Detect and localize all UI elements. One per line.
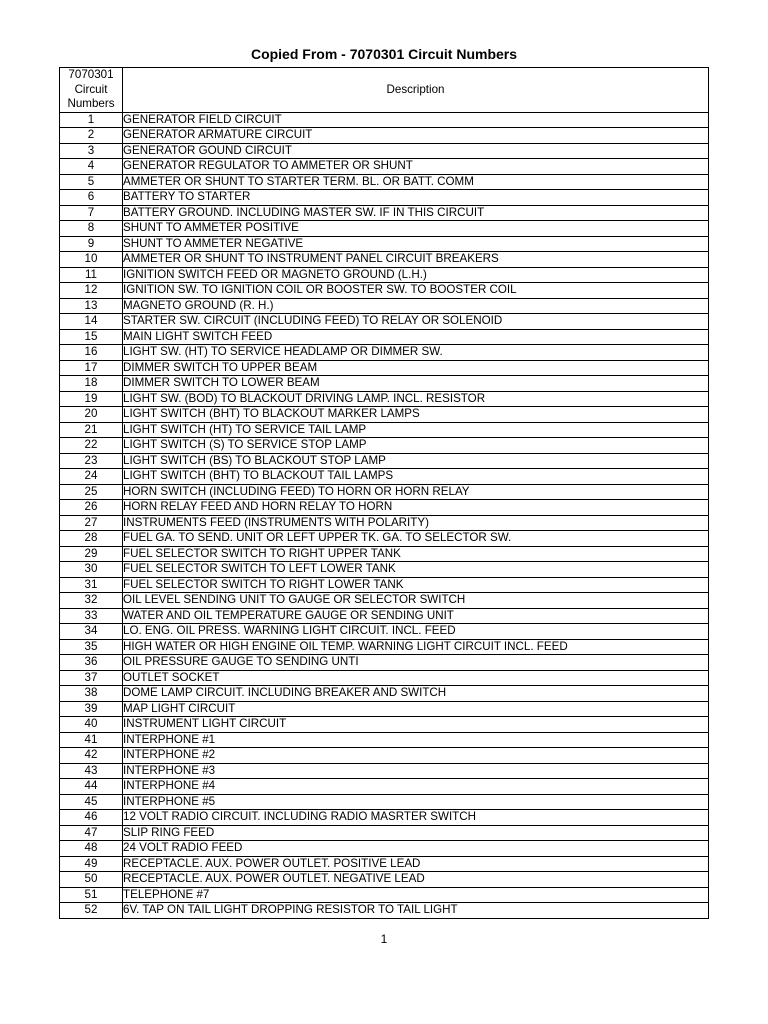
table-row (60, 112, 709, 128)
table-row (60, 128, 709, 144)
circuit-number-cell: 33 (60, 608, 123, 624)
circuit-description-cell: AMMETER OR SHUNT TO STARTER TERM. BL. OR BATT. COMM (123, 174, 709, 190)
table-row (60, 205, 709, 221)
circuit-number-cell: 39 (60, 701, 123, 717)
circuit-number-cell: 37 (60, 670, 123, 686)
header-line: Numbers (67, 97, 115, 110)
circuit-description-cell: SHUNT TO AMMETER NEGATIVE (123, 236, 709, 252)
circuit-description-cell: 12 VOLT RADIO CIRCUIT. INCLUDING RADIO MASRTER SWITCH (123, 810, 709, 826)
description-header: Description (123, 68, 709, 113)
circuit-number-cell: 20 (60, 407, 123, 423)
circuit-description-cell: INSTRUMENT LIGHT CIRCUIT (123, 717, 709, 733)
table-row (60, 515, 709, 531)
circuit-description-cell: LIGHT SWITCH (BHT) TO BLACKOUT TAIL LAMPS (123, 469, 709, 485)
circuit-description-cell: LIGHT SWITCH (BHT) TO BLACKOUT MARKER LAMPS (123, 407, 709, 423)
circuit-number-cell: 34 (60, 624, 123, 640)
table-row (60, 391, 709, 407)
circuit-description-cell: HORN SWITCH (INCLUDING FEED) TO HORN OR HORN RELAY (123, 484, 709, 500)
table-row (60, 701, 709, 717)
table-row (60, 283, 709, 299)
circuit-number-cell: 40 (60, 717, 123, 733)
circuit-description-cell: HORN RELAY FEED AND HORN RELAY TO HORN (123, 500, 709, 516)
circuit-number-cell: 13 (60, 298, 123, 314)
table-row (60, 422, 709, 438)
circuit-description-cell: BATTERY TO STARTER (123, 190, 709, 206)
circuit-description-cell: OIL LEVEL SENDING UNIT TO GAUGE OR SELECTOR SWITCH (123, 593, 709, 609)
circuit-description-cell: FUEL SELECTOR SWITCH TO LEFT LOWER TANK (123, 562, 709, 578)
circuit-description-cell: INTERPHONE #1 (123, 732, 709, 748)
header-line: Circuit (74, 82, 108, 96)
circuit-number-cell: 42 (60, 748, 123, 764)
table-row (60, 500, 709, 516)
circuit-number-cell: 38 (60, 686, 123, 702)
circuit-number-cell: 52 (60, 903, 123, 919)
table-row (60, 438, 709, 454)
table-row (60, 577, 709, 593)
circuit-number-cell: 46 (60, 810, 123, 826)
table-row (60, 624, 709, 640)
table-row (60, 639, 709, 655)
circuit-description-cell: FUEL SELECTOR SWITCH TO RIGHT UPPER TANK (123, 546, 709, 562)
table-row (60, 655, 709, 671)
circuit-description-cell: 24 VOLT RADIO FEED (123, 841, 709, 857)
circuit-number-cell: 28 (60, 531, 123, 547)
circuit-number-cell: 24 (60, 469, 123, 485)
circuit-number-cell: 29 (60, 546, 123, 562)
circuit-number-cell: 16 (60, 345, 123, 361)
table-row (60, 825, 709, 841)
circuit-number-cell: 49 (60, 856, 123, 872)
circuit-number-cell: 18 (60, 376, 123, 392)
table-row (60, 236, 709, 252)
circuit-number-cell: 51 (60, 887, 123, 903)
circuit-number-cell: 41 (60, 732, 123, 748)
circuit-description-cell: MAGNETO GROUND (R. H.) (123, 298, 709, 314)
circuit-number-cell: 2 (60, 128, 123, 144)
table-row (60, 856, 709, 872)
table-row (60, 732, 709, 748)
circuit-description-cell: HIGH WATER OR HIGH ENGINE OIL TEMP. WARNING LIGHT CIRCUIT INCL. FEED (123, 639, 709, 655)
table-row (60, 143, 709, 159)
table-row (60, 593, 709, 609)
circuit-description-cell: INTERPHONE #2 (123, 748, 709, 764)
circuit-number-cell: 23 (60, 453, 123, 469)
circuit-number-cell: 45 (60, 794, 123, 810)
circuit-number-cell: 17 (60, 360, 123, 376)
circuit-description-cell: MAIN LIGHT SWITCH FEED (123, 329, 709, 345)
circuit-description-cell: OUTLET SOCKET (123, 670, 709, 686)
page-number: 1 (380, 932, 388, 946)
table-row (60, 298, 709, 314)
circuit-description-cell: DOME LAMP CIRCUIT. INCLUDING BREAKER AND SWITCH (123, 686, 709, 702)
table-row (60, 748, 709, 764)
circuit-number-cell: 48 (60, 841, 123, 857)
table-row (60, 174, 709, 190)
table-row (60, 267, 709, 283)
circuit-number-cell: 22 (60, 438, 123, 454)
circuit-description-cell: FUEL GA. TO SEND. UNIT OR LEFT UPPER TK. GA. TO SELECTOR SW. (123, 531, 709, 547)
circuit-number-cell: 4 (60, 159, 123, 175)
circuit-description-cell: INTERPHONE #4 (123, 779, 709, 795)
circuit-description-cell: INTERPHONE #5 (123, 794, 709, 810)
circuit-description-cell: LIGHT SW. (HT) TO SERVICE HEADLAMP OR DIMMER SW. (123, 345, 709, 361)
circuit-description-cell: LIGHT SWITCH (BS) TO BLACKOUT STOP LAMP (123, 453, 709, 469)
circuit-description-cell: GENERATOR REGULATOR TO AMMETER OR SHUNT (123, 159, 709, 175)
circuit-number-cell: 12 (60, 283, 123, 299)
circuit-number-cell: 44 (60, 779, 123, 795)
table-row (60, 686, 709, 702)
table-row (60, 779, 709, 795)
table-row (60, 717, 709, 733)
table-row (60, 252, 709, 268)
table-row (60, 608, 709, 624)
table-row (60, 546, 709, 562)
header-line: 7070301 (68, 68, 114, 81)
table-row (60, 329, 709, 345)
table-row (60, 159, 709, 175)
table-row (60, 670, 709, 686)
circuit-description-cell: GENERATOR GOUND CIRCUIT (123, 143, 709, 159)
circuit-description-cell: RECEPTACLE. AUX. POWER OUTLET. NEGATIVE LEAD (123, 872, 709, 888)
table-row (60, 453, 709, 469)
circuit-description-cell: LIGHT SW. (BOD) TO BLACKOUT DRIVING LAMP. INCL. RESISTOR (123, 391, 709, 407)
circuit-number-cell: 26 (60, 500, 123, 516)
page-title: Copied From - 7070301 Circuit Numbers (250, 46, 518, 62)
circuit-description-cell: SHUNT TO AMMETER POSITIVE (123, 221, 709, 237)
circuit-number-header (60, 68, 123, 113)
table-body (60, 112, 709, 918)
circuit-description-cell: LIGHT SWITCH (HT) TO SERVICE TAIL LAMP (123, 422, 709, 438)
table-row (60, 887, 709, 903)
circuit-description-cell: AMMETER OR SHUNT TO INSTRUMENT PANEL CIRCUIT BREAKERS (123, 252, 709, 268)
table-row (60, 763, 709, 779)
circuit-description-cell: LO. ENG. OIL PRESS. WARNING LIGHT CIRCUIT. INCL. FEED (123, 624, 709, 640)
circuit-number-cell: 7 (60, 205, 123, 221)
circuit-number-cell: 14 (60, 314, 123, 330)
circuit-number-cell: 1 (60, 112, 123, 128)
circuit-number-cell: 19 (60, 391, 123, 407)
table-row (60, 469, 709, 485)
circuit-description-cell: GENERATOR FIELD CIRCUIT (123, 112, 709, 128)
circuit-description-cell: DIMMER SWITCH TO UPPER BEAM (123, 360, 709, 376)
circuit-number-cell: 5 (60, 174, 123, 190)
circuit-description-cell: INSTRUMENTS FEED (INSTRUMENTS WITH POLARITY) (123, 515, 709, 531)
circuit-number-cell: 43 (60, 763, 123, 779)
table-row (60, 376, 709, 392)
table-row (60, 872, 709, 888)
circuit-description-cell: MAP LIGHT CIRCUIT (123, 701, 709, 717)
circuit-number-cell: 35 (60, 639, 123, 655)
table-row (60, 903, 709, 919)
circuit-description-cell: 6V. TAP ON TAIL LIGHT DROPPING RESISTOR TO TAIL LIGHT (123, 903, 709, 919)
circuit-description-cell: GENERATOR ARMATURE CIRCUIT (123, 128, 709, 144)
circuit-number-cell: 9 (60, 236, 123, 252)
circuit-number-cell: 3 (60, 143, 123, 159)
circuit-number-cell: 25 (60, 484, 123, 500)
table-row (60, 407, 709, 423)
table-row (60, 562, 709, 578)
table-row (60, 841, 709, 857)
circuit-description-cell: OIL PRESSURE GAUGE TO SENDING UNTI (123, 655, 709, 671)
circuit-description-cell: SLIP RING FEED (123, 825, 709, 841)
table-row (60, 531, 709, 547)
circuit-description-cell: FUEL SELECTOR SWITCH TO RIGHT LOWER TANK (123, 577, 709, 593)
circuit-description-cell: IGNITION SW. TO IGNITION COIL OR BOOSTER SW. TO BOOSTER COIL (123, 283, 709, 299)
circuit-number-cell: 47 (60, 825, 123, 841)
circuit-number-cell: 6 (60, 190, 123, 206)
table-row (60, 221, 709, 237)
table-row (60, 794, 709, 810)
circuit-number-cell: 10 (60, 252, 123, 268)
circuit-description-cell: IGNITION SWITCH FEED OR MAGNETO GROUND (L.H.) (123, 267, 709, 283)
circuit-number-cell: 32 (60, 593, 123, 609)
table-row (60, 345, 709, 361)
circuit-description-cell: INTERPHONE #3 (123, 763, 709, 779)
circuit-description-cell: WATER AND OIL TEMPERATURE GAUGE OR SENDING UNIT (123, 608, 709, 624)
table-header-row (60, 68, 709, 113)
circuit-description-cell: RECEPTACLE. AUX. POWER OUTLET. POSITIVE LEAD (123, 856, 709, 872)
table-row (60, 314, 709, 330)
circuit-description-cell: STARTER SW. CIRCUIT (INCLUDING FEED) TO RELAY OR SOLENOID (123, 314, 709, 330)
circuit-number-cell: 15 (60, 329, 123, 345)
table-row (60, 810, 709, 826)
circuit-number-cell: 8 (60, 221, 123, 237)
table-row (60, 484, 709, 500)
circuit-number-cell: 50 (60, 872, 123, 888)
table-row (60, 190, 709, 206)
circuit-description-cell: TELEPHONE #7 (123, 887, 709, 903)
circuit-number-cell: 36 (60, 655, 123, 671)
circuit-number-cell: 11 (60, 267, 123, 283)
circuit-description-cell: BATTERY GROUND. INCLUDING MASTER SW. IF IN THIS CIRCUIT (123, 205, 709, 221)
circuit-number-cell: 27 (60, 515, 123, 531)
circuit-description-cell: LIGHT SWITCH (S) TO SERVICE STOP LAMP (123, 438, 709, 454)
circuit-numbers-table (59, 67, 709, 919)
circuit-number-cell: 21 (60, 422, 123, 438)
circuit-number-cell: 31 (60, 577, 123, 593)
circuit-number-cell: 30 (60, 562, 123, 578)
table-row (60, 360, 709, 376)
circuit-description-cell: DIMMER SWITCH TO LOWER BEAM (123, 376, 709, 392)
